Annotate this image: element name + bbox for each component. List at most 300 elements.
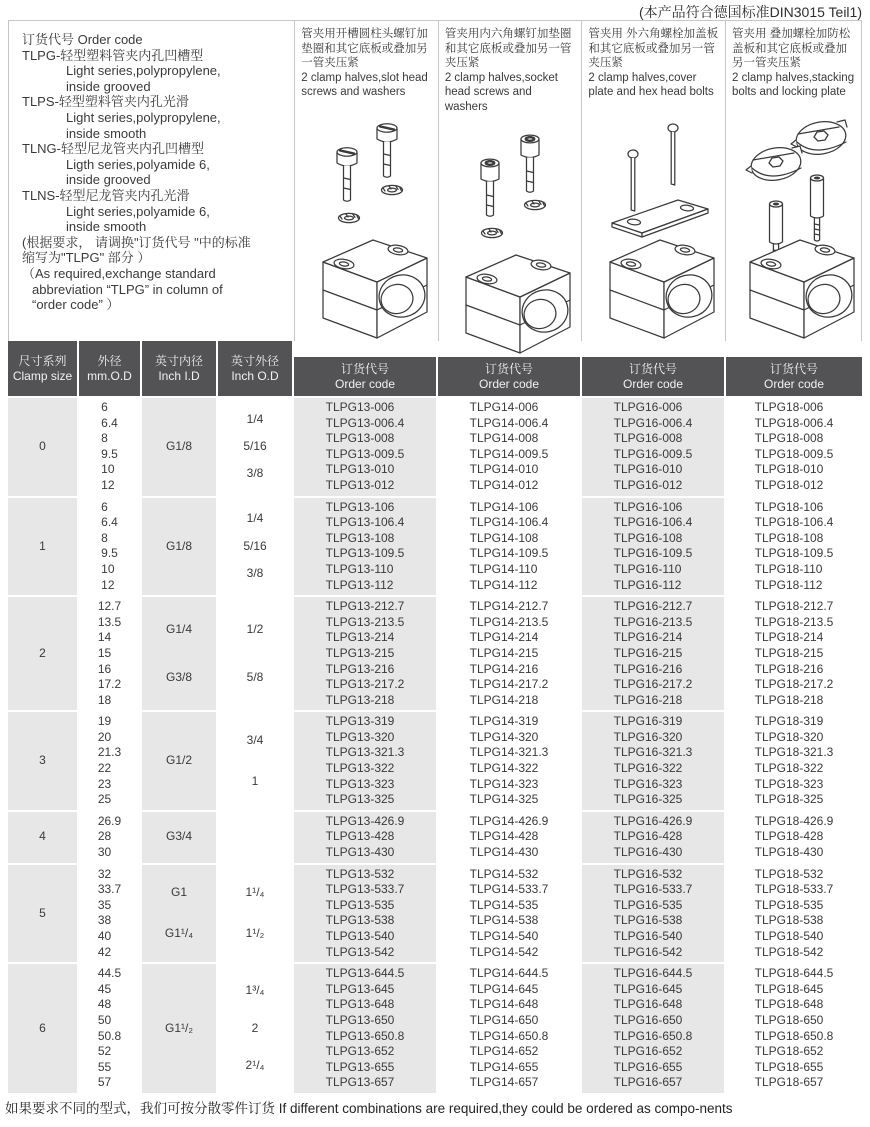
info-line: Light series,polypropylene, [66,63,221,79]
cell-value: G1/8 [165,538,192,553]
cell-value: 8 [101,530,108,545]
order-code-cell-tlpg13 [294,812,436,863]
cell-value: TLPG13-006.4 [325,415,405,430]
cell-value: 1/2 [246,621,264,636]
od-values [98,599,121,708]
cell-value: TLPG14-009.5 [469,446,549,461]
table-header [8,341,862,396]
cell-value: TLPG14-319 [469,714,539,729]
cell-value: TLPG16-321.3 [613,745,693,760]
order-code-info [9,21,294,341]
cell-value: TLPG13-008 [325,431,395,446]
stacking-bolts-locking-plate-clamp-drawing [726,102,862,347]
cell-value: TLPG18-214 [754,630,824,645]
locking-plate-left [746,144,803,184]
cell-value: TLPG18-650.8 [754,1028,834,1043]
cell-value: TLPG16-320 [613,729,683,744]
cell-value: TLPG14-110 [469,561,538,576]
order-codes [614,400,693,494]
cell-value: TLPG18-109.5 [754,546,834,561]
order-code-cell-tlpg18 [726,964,862,1093]
cell-value: TLPG16-644.5 [613,966,693,981]
washer-right [525,200,546,209]
cell-value: 23 [97,776,112,791]
info-line: Light series,polypropylene, [66,109,221,125]
clamp-body-drawing [610,240,716,338]
cell-value: TLPG18-320 [754,729,824,744]
order-codes [326,714,405,808]
cell-value: 14 [97,630,112,645]
order-code-cell-tlpg14 [438,812,580,863]
info-line: inside grooved [66,78,151,94]
od-values [98,814,121,861]
cell-value: TLPG18-322 [754,761,824,776]
cell-value: TLPG14-657 [469,1075,539,1090]
header-mm-od [79,341,140,396]
cell-value: 26.9 [97,813,122,828]
header-zh: 尺寸系列 [18,353,67,368]
cell-value: G1/4 [165,621,192,636]
cell-value: 33.7 [97,882,122,897]
cell-value: TLPG14-426.9 [469,813,549,828]
od-mm-cell [79,597,140,710]
od-values [98,966,121,1091]
table-row-size-3 [8,712,862,810]
order-codes [326,814,405,861]
info-line: inside smooth [66,125,147,141]
cell-value: 3 [39,753,46,768]
order-code-cell-tlpg14 [438,712,580,810]
inch-id-cell [142,712,216,810]
cell-value: 44.5 [97,966,122,981]
order-codes [470,814,549,861]
header-order-code-tlpg13 [294,357,436,396]
inch-id-cell [142,398,216,496]
cell-value: 6.4 [101,415,118,430]
product-description [439,21,582,115]
info-line: 订货代号 Order code [22,32,143,47]
cell-value: TLPG14-320 [469,729,539,744]
cell-value: 8 [101,431,108,446]
cell-value: 50.8 [97,1028,122,1043]
cell-value: TLPG14-012 [469,477,539,492]
header-en: mm.O.D [87,368,132,383]
clamp-size-cell [8,865,77,963]
table-row-size-2 [8,597,862,710]
cell-value: TLPG18-540 [754,929,824,943]
cell-value: TLPG18-110 [754,561,823,576]
washer-left [338,213,359,222]
cell-value: TLPG13-009.5 [325,446,405,461]
inch-id-cell [142,498,216,596]
cell-value: TLPG18-650 [754,1012,824,1027]
clamp-body-drawing [466,255,572,353]
cell-value: TLPG13-106.4 [325,515,405,530]
inch-id-cell [142,865,216,963]
info-line: (根据要求， 请调换"订货代号 "中的标准 [22,234,251,250]
socket-screw-left [481,159,499,216]
table-row-size-0 [8,398,862,496]
order-codes [614,867,693,961]
cell-value: TLPG18-648 [754,997,824,1012]
cell-value: TLPG16-655 [613,1059,683,1074]
order-codes [614,500,693,594]
info-line: Ligth series,polyamide 6, [66,156,210,172]
cell-value: 16 [97,661,112,676]
order-codes [470,867,549,961]
product-desc-zh: 管夹用内六角螺钉加垫圈和其它底板或叠加另一管夹压紧 [444,28,572,70]
cell-value: TLPG14-322 [469,761,539,776]
cell-value: G1¹/₄ [164,926,194,940]
cell-value: TLPG16-006 [613,400,683,414]
od-mm-cell [79,865,140,963]
cell-value: TLPG14-648 [469,997,539,1012]
top-section [8,20,862,341]
slot-screw-right [377,124,397,177]
od-values [101,400,118,494]
order-code-cell-tlpg16 [582,398,724,496]
cell-value: TLPG18-323 [754,776,824,791]
cell-value: TLPG13-213.5 [325,614,405,629]
order-code-cell-tlpg13 [294,865,436,963]
cell-value: G3/4 [165,829,192,844]
od-mm-cell [79,964,140,1093]
cell-value: 42 [97,944,112,959]
header-en: Order code [478,376,540,391]
cell-value: TLPG13-657 [325,1075,395,1090]
order-code-cell-tlpg13 [294,398,436,496]
cell-value: TLPG18-652 [754,1044,824,1059]
inch-od-cell [218,597,292,710]
cell-value: 25 [97,792,112,807]
cell-value: 10 [101,561,115,576]
cell-value: 2 [39,645,46,660]
cell-value: TLPG16-108 [613,530,683,545]
cell-value: TLPG16-657 [613,1075,683,1090]
info-line: Light series,polyamide 6, [66,203,210,219]
cell-value: TLPG16-325 [613,792,683,807]
hex-bolt-right [668,124,678,185]
cell-value: TLPG18-535 [754,897,824,912]
order-codes [755,966,834,1091]
cell-value: TLPG14-650 [469,1012,539,1027]
info-line: 缩写为"TLPG" 部分 ） [22,250,151,266]
cell-value: TLPG16-008 [613,431,683,446]
cell-value: TLPG13-216 [325,661,395,676]
cell-value: TLPG14-538 [469,913,539,928]
order-code-cell-tlpg18 [726,712,862,810]
cell-value: TLPG16-212.7 [613,599,693,614]
cell-value: TLPG14-323 [469,776,539,791]
cell-value: TLPG13-426.9 [325,813,405,828]
cell-value: TLPG14-321.3 [469,745,549,760]
cell-value: TLPG18-428 [754,829,824,844]
cell-value: TLPG18-430 [754,845,824,860]
cell-value: TLPG14-533.7 [469,882,549,897]
table-row-size-1 [8,498,862,596]
cell-value: TLPG14-540 [469,929,539,943]
cell-value: 1/4 [246,411,264,426]
info-line: TLPS-轻型塑料管夹内孔光滑 [22,94,189,110]
cell-value: TLPG18-010 [754,462,824,477]
order-code-cell-tlpg16 [582,498,724,596]
product-desc-en: 2 clamp halves,socket head screws and washers [444,71,558,113]
clamp-size-cell [8,712,77,810]
cell-value: 18 [97,692,112,707]
cell-value: 3/8 [246,466,264,481]
cell-value: 55 [97,1059,112,1074]
order-codes [614,599,693,708]
cell-value: TLPG18-655 [754,1059,824,1074]
cell-value: 28 [97,829,112,844]
cell-value: TLPG18-645 [754,981,824,996]
od-mm-cell [79,498,140,596]
cell-value: TLPG14-008 [469,431,539,446]
order-codes [470,966,549,1091]
cell-value: TLPG16-426.9 [613,813,693,828]
order-table-body [8,398,862,1093]
cell-value: TLPG16-006.4 [613,415,693,430]
cell-value: TLPG14-655 [469,1059,539,1074]
order-codes [755,599,834,708]
cell-value: 52 [97,1044,112,1059]
cell-value: TLPG13-319 [325,714,395,729]
clamp-body-drawing [323,240,429,338]
cell-value: TLPG16-533.7 [613,882,693,897]
cell-value: TLPG18-216 [754,661,824,676]
header-zh: 订货代号 [769,361,818,376]
info-line: inside grooved [66,172,151,188]
table-row-size-5 [8,865,862,963]
header-order-code-tlpg16 [582,357,724,396]
inch-id-cell [142,597,216,710]
cell-value: TLPG18-532 [754,866,824,881]
cell-value: TLPG14-112 [469,577,538,592]
product-column-tlpg18 [725,21,861,341]
order-code-cell-tlpg18 [726,597,862,710]
cell-value: 6 [39,1020,46,1035]
cell-value: TLPG13-323 [325,776,395,791]
cell-value: TLPG18-319 [754,714,824,729]
cell-value: TLPG16-542 [613,944,683,959]
cell-value: 1/4 [246,511,264,526]
cell-value: 1 [251,773,259,788]
cell-value: 1 [39,538,46,553]
order-code-cell-tlpg14 [438,964,580,1093]
order-code-cell-tlpg13 [294,597,436,710]
cell-value: TLPG13-533.7 [325,882,405,897]
cell-value: 5 [39,905,46,920]
order-codes [326,867,405,961]
cover-plate [612,200,708,237]
header-en: Inch O.D [231,368,279,383]
order-code-cell-tlpg13 [294,964,436,1093]
cell-value: TLPG14-109.5 [469,546,549,561]
cell-value: TLPG13-652 [325,1044,395,1059]
info-line: inside smooth [66,219,147,235]
cell-value: TLPG16-650.8 [613,1028,693,1043]
cell-value: TLPG14-535 [469,897,539,912]
cell-value: TLPG16-214 [613,630,683,645]
product-description [726,21,861,100]
cell-value: TLPG16-106.4 [613,515,693,530]
header-zh: 英寸外径 [230,353,279,368]
cell-value: G1¹/₂ [165,1020,193,1035]
cell-value: TLPG13-106 [325,499,395,514]
od-mm-cell [79,812,140,863]
order-codes [470,714,549,808]
cell-value: TLPG16-323 [613,776,683,791]
header-zh: 外径 [97,353,122,368]
cell-value: TLPG16-213.5 [613,614,693,629]
cell-value: TLPG13-012 [325,477,395,492]
table-row-size-6 [8,964,862,1093]
order-codes [755,500,834,594]
order-code-cell-tlpg16 [582,865,724,963]
cell-value: TLPG14-106 [469,499,539,514]
od-mm-cell [79,398,140,496]
product-desc-zh: 管夹用开槽圆柱头螺钉加垫圈和其它底板或叠加另一管夹压紧 [301,28,428,70]
order-codes [470,599,549,708]
cell-value: TLPG14-644.5 [469,966,549,981]
order-code-cell-tlpg18 [726,398,862,496]
order-codes [755,814,834,861]
order-code-cell-tlpg16 [582,812,724,863]
product-desc-en: 2 clamp halves,stacking bolts and locking plate [732,71,855,99]
order-code-cell-tlpg18 [726,865,862,963]
cell-value: TLPG18-321.3 [754,745,834,760]
cell-value: G1/2 [165,753,192,768]
cell-value: TLPG18-012 [754,477,824,492]
cell-value: TLPG13-538 [325,913,395,928]
cell-value: TLPG13-532 [325,866,395,881]
cell-value: 2¹/₄ [245,1058,265,1073]
header-en: Inch I.D [158,368,200,383]
order-code-cell-tlpg16 [582,964,724,1093]
cell-value: TLPG13-109.5 [325,546,405,561]
cell-value: 38 [97,913,112,928]
cell-value: 5/16 [243,538,267,553]
cell-value: 5/16 [243,438,267,453]
header-zh: 订货代号 [484,361,533,376]
clamp-size-cell [8,964,77,1093]
info-line: “order code” ） [32,297,120,313]
cell-value: 30 [97,845,112,860]
cell-value: TLPG13-650.8 [325,1028,405,1043]
od-values [98,714,121,808]
inch-od-cell [218,964,292,1093]
header-en: Clamp size [12,368,73,383]
cell-value: 3/4 [246,732,264,747]
order-code-cell-tlpg14 [438,865,580,963]
cell-value: TLPG16-106 [613,499,683,514]
order-code-cell-tlpg14 [438,398,580,496]
cell-value: 10 [101,462,115,477]
od-values [101,500,118,594]
cell-value: TLPG18-006 [754,400,824,414]
inch-od-cell [218,812,292,863]
cell-value: 15 [97,645,112,660]
cell-value: TLPG16-216 [613,661,683,676]
cell-value: TLPG13-212.7 [325,599,405,614]
cell-value: TLPG16-218 [613,692,683,707]
od-mm-cell [79,712,140,810]
cell-value: G3/8 [165,670,192,685]
cell-value: TLPG14-006.4 [469,415,549,430]
header-en: Order code [622,376,684,391]
cell-value: TLPG16-645 [613,981,683,996]
order-codes [755,867,834,961]
product-description [295,21,438,100]
cell-value: TLPG18-106.4 [754,515,834,530]
cell-value: TLPG16-532 [613,866,683,881]
cell-value: TLPG14-218 [469,692,539,707]
info-line: abbreviation “TLPG” in column of [32,281,223,297]
clamp-size-cell [8,597,77,710]
product-desc-en: 2 clamp halves,slot head screws and washers [301,71,428,99]
stacking-bolt-right [811,175,824,241]
socket-screw-right [521,135,539,192]
cell-value: TLPG13-010 [325,462,395,477]
cell-value: TLPG16-648 [613,997,683,1012]
cell-value: 19 [97,714,112,729]
cell-value: 6 [101,499,108,514]
cell-value: TLPG18-212.7 [754,599,834,614]
cell-value: TLPG16-112 [613,577,682,592]
cell-value: TLPG13-320 [325,729,395,744]
slot-head-screws-washers-clamp-drawing [299,102,435,347]
cell-value: TLPG14-325 [469,792,539,807]
footer-note: 如果要求不同的型式，我们可按分散零件订货 If different combinations are required,they could be ordered as compo-nents [5,1101,733,1116]
cell-value: 57 [97,1075,112,1090]
cell-value: TLPG18-644.5 [754,966,834,981]
product-column-tlpg14 [438,21,582,341]
product-description [582,21,725,100]
cell-value: TLPG18-108 [754,530,824,545]
cell-value: TLPG18-217.2 [754,677,834,692]
cell-value: TLPG16-650 [613,1012,683,1027]
cell-value: TLPG16-012 [613,477,683,492]
order-code-cell-tlpg14 [438,597,580,710]
order-code-cell-tlpg13 [294,498,436,596]
product-column-tlpg13 [294,21,438,341]
cell-value: TLPG16-538 [613,913,683,928]
cell-value: TLPG13-321.3 [325,745,405,760]
order-code-cell-tlpg14 [438,498,580,596]
order-code-cell-tlpg18 [726,812,862,863]
cell-value: TLPG16-652 [613,1044,683,1059]
cell-value: 20 [97,729,112,744]
cell-value: TLPG13-325 [325,792,395,807]
cell-value: TLPG18-325 [754,792,824,807]
header-order-code-tlpg14 [438,357,580,396]
order-codes [614,714,693,808]
cell-value: 6.4 [101,515,118,530]
cover-plate-hex-bolts-clamp-drawing [586,102,722,347]
cell-value: TLPG16-217.2 [613,677,693,692]
cell-value: TLPG18-213.5 [754,614,834,629]
header-zh: 订货代号 [628,361,677,376]
cell-value: TLPG14-650.8 [469,1028,549,1043]
cell-value: TLPG18-538 [754,913,824,928]
content-area [8,20,862,1093]
info-line: （As required,exchange standard [22,265,216,281]
cell-value: 6 [101,400,108,414]
cell-value: TLPG13-645 [325,981,395,996]
product-desc-zh: 管夹用 叠加螺栓加防松盖板和其它底板或叠加另一管夹压紧 [732,28,851,70]
din-standard-note: (本产品符合德国标准DIN3015 Teil1) [638,4,862,20]
cell-value: TLPG16-010 [613,462,683,477]
